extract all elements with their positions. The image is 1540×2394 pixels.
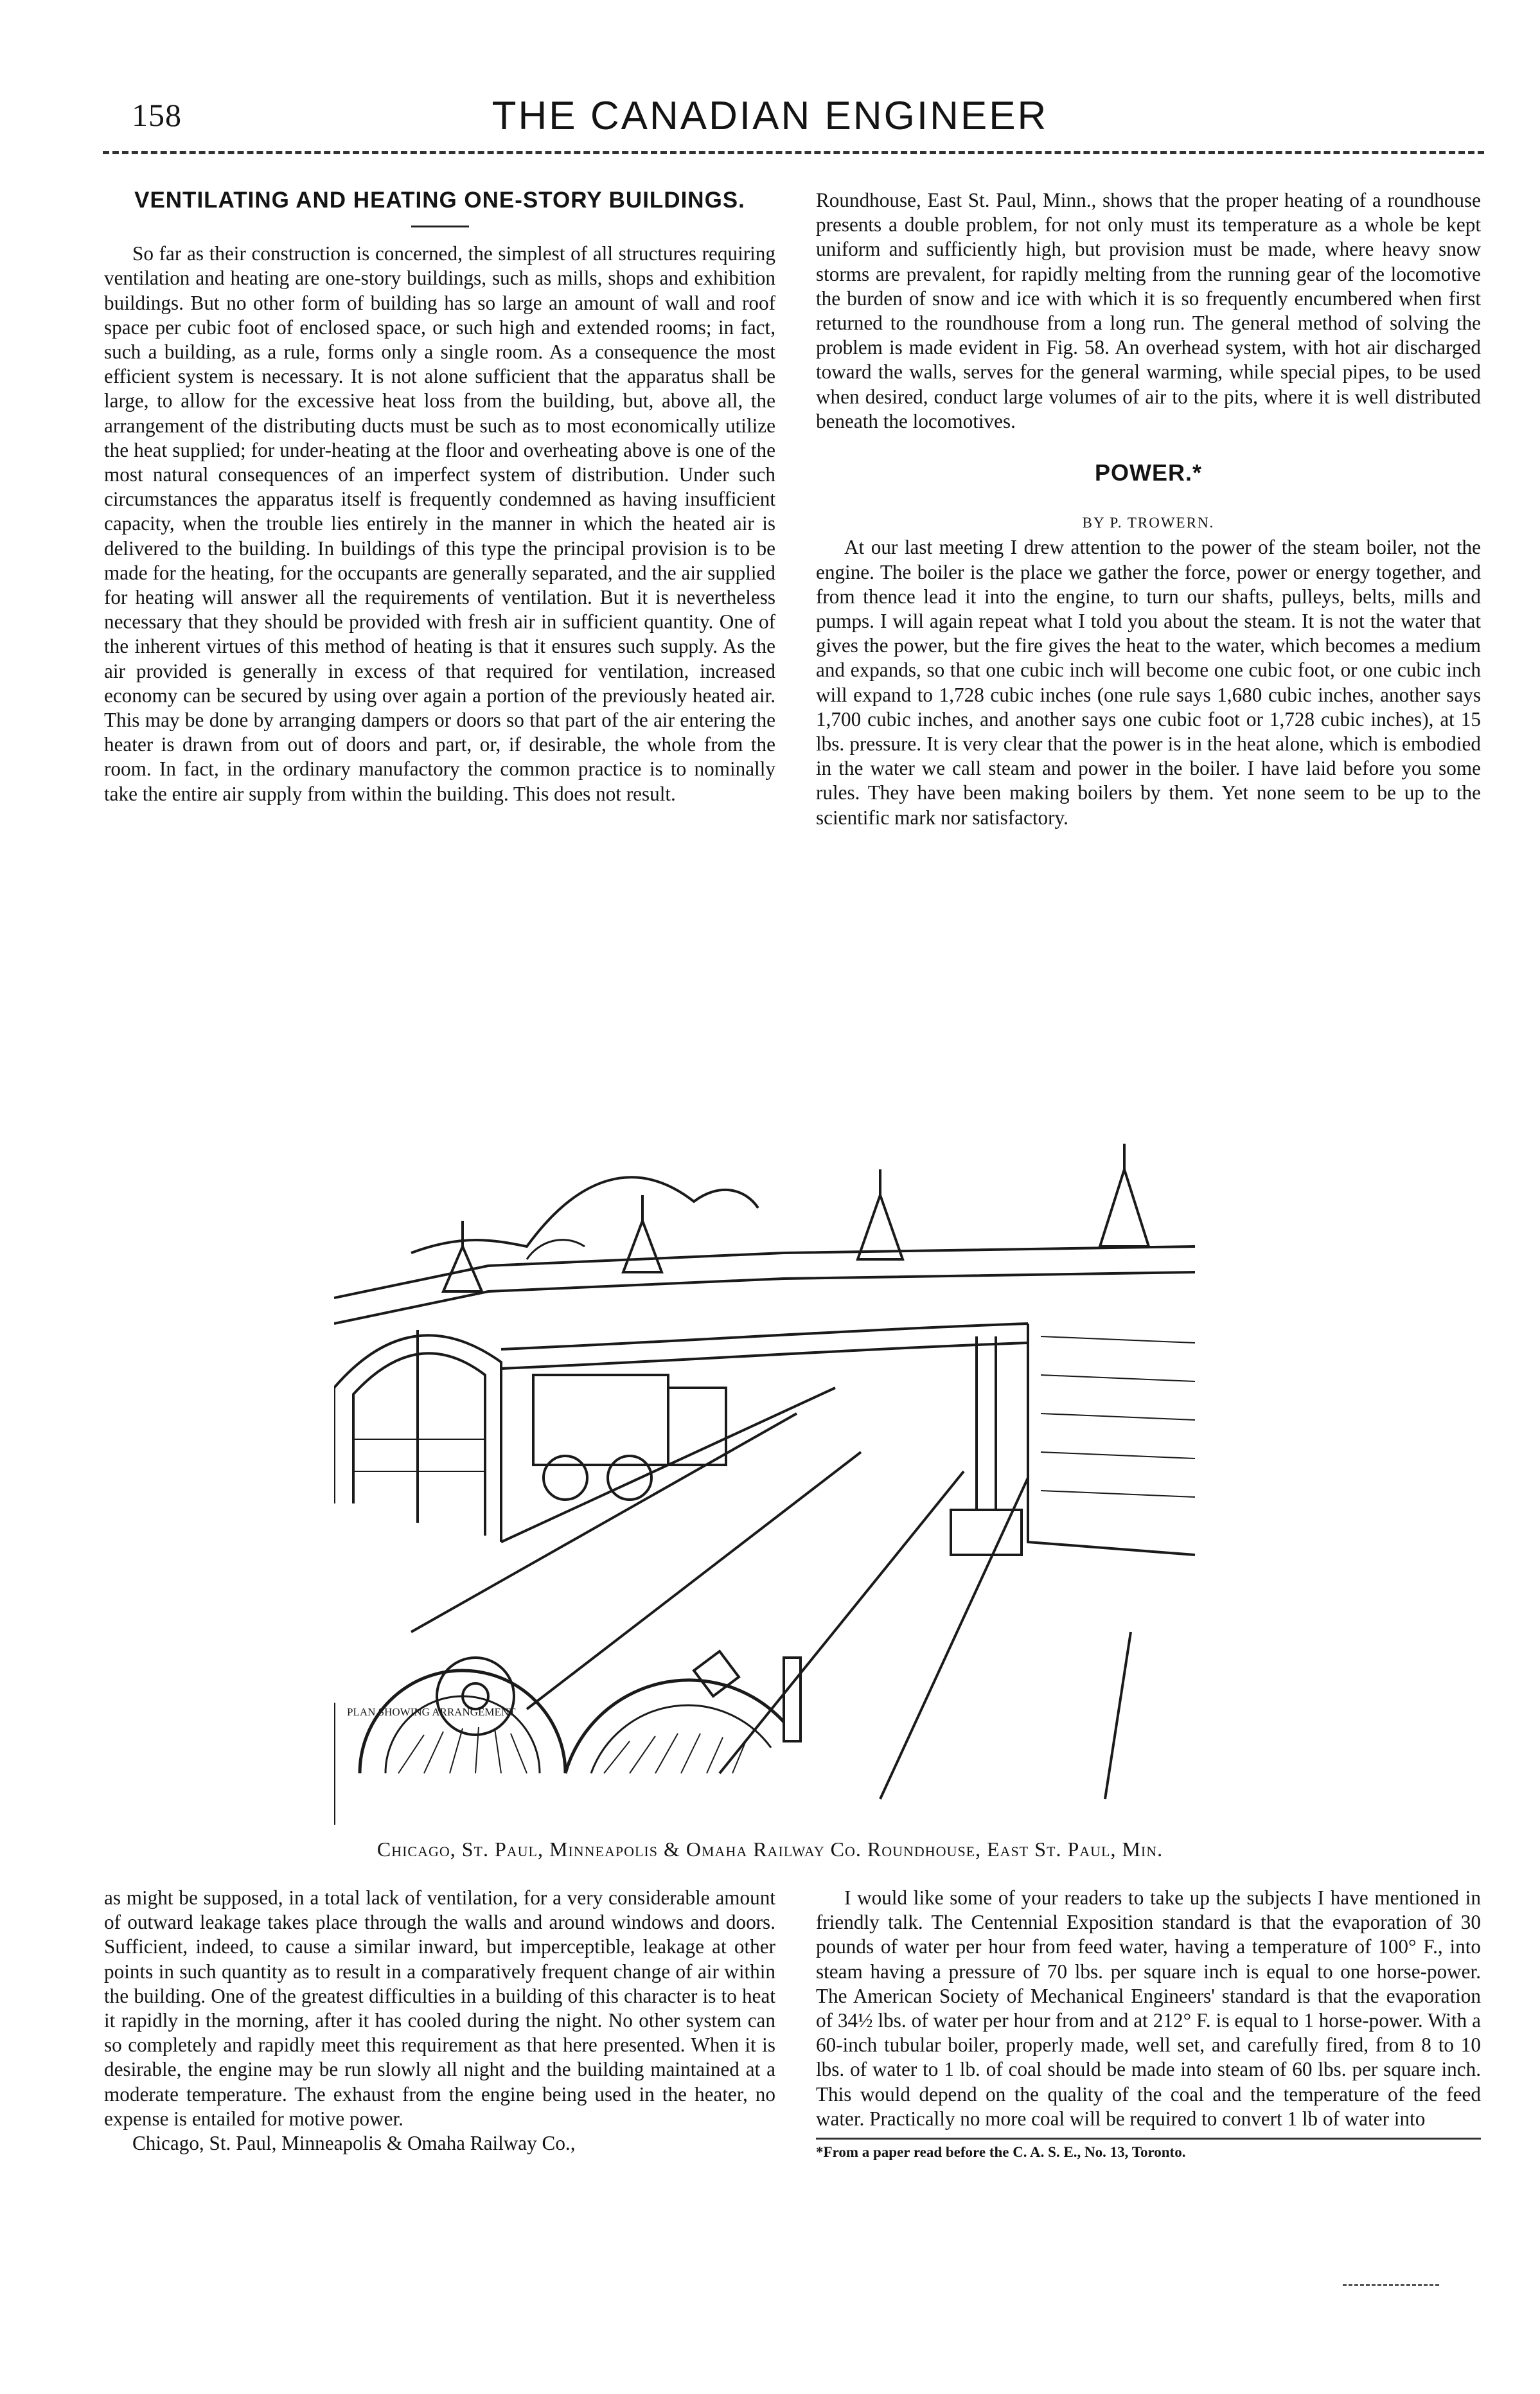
- power-paragraph: At our last meeting I drew attention to the power of the steam boiler, not the engine. The boiler is the place we gather the force, power or energy together, and from thence lead it into the engine, to turn our shafts, pulleys, belts, mills and pumps. I will again repeat what I told you about the steam. It is not the water that gives the power, but the fire gives the heat to the water, which becomes a medium and expands, so that one cubic inch will become one cubic foot, or one cubic inch will expand to 1,728 cubic inches (one rule says 1,680 cubic inches, another says 1,700 cubic inches, and another says one cubic foot or 1,728 cubic inches), at 15 lbs. pressure. It is very clear that the power is in the heat alone, which is embodied in the water we call steam and power in the boiler. I have laid before you some rules. They have been making boilers by them. Yet none seem to be up to the scientific mark nor satisfactory.: [816, 536, 1481, 829]
- journal-title: THE CANADIAN ENGINEER: [491, 94, 1049, 138]
- footnote-rule: [816, 2138, 1481, 2140]
- bottom-dash-rule: [1343, 2284, 1439, 2286]
- power-footnote: *From a paper read before the C. A. S. E., No. 13, Toronto.: [816, 2144, 1186, 2161]
- power-lower-paragraph: I would like some of your readers to take up the subjects I have mentioned in friendly talk. The Centennial Exposition standard is that the evaporation of 30 pounds of water per hour from feed water, having a temperature of 100° F., into steam having a pressure of 70 lbs. per square inch is equal to one horse-power. The American Society of Mechanical Engineers' standard is that the evaporation of 34½ lbs. of water per hour from and at 212° F. is equal to 1 horse-power. With a 60-inch tubular boiler, properly made, well set, and carefully fired, from 8 to 10 lbs. of water to 1 lb. of coal should be made into steam of 60 lbs. per square inch. This would depend on the quality of the coal and the temperature of the feed water. Practically no more coal will be required to convert 1 lb of water into: [816, 1886, 1481, 2130]
- ventilating-article-title: VENTILATING AND HEATING ONE-STORY BUILDINGS.: [134, 188, 745, 213]
- page-number: 158: [132, 97, 182, 133]
- ventilating-lower-paragraph: as might be supposed, in a total lack of ventilation, for a very considerable amount of outward leakage takes place through the walls and around windows and doors. Sufficient, indeed, to cause a similar inward, but imperceptible, leakage at other points in such quantity as to result in a comparatively frequent change of air within the building. One of the greatest difficulties in a building of this character is to heat it rapidly in the morning, after it has cooled during the night. No other system can so completely and rapidly meet this requirement as that here presented. When it is desirable, the engine may be run slowly all night and the building maintained at a moderate temperature. The exhaust from the engine being used in the heater, no expense is entailed for motive power.: [104, 1886, 775, 2130]
- figure-caption: Chicago, St. Paul, Minneapolis & Omaha Railway Co. Roundhouse, East St. Paul, Min.: [376, 1838, 1164, 1861]
- roundhouse-engraving: [334, 1054, 1208, 1831]
- plan-label: PLAN SHOWING ARRANGEMENT: [347, 1706, 516, 1718]
- power-lower-column: [816, 1886, 1481, 2161]
- railway-signature: Chicago, St. Paul, Minneapolis & Omaha Railway Co.,: [132, 2132, 576, 2155]
- ventilating-article-column: [104, 188, 775, 806]
- roundhouse-illustration: [334, 1054, 1208, 1831]
- power-byline: BY P. TROWERN.: [1082, 515, 1215, 531]
- ventilating-paragraph: So far as their construction is concerned, the simplest of all structures requiring ventilation and heating are one-story buildings, such as mills, shops and exhibition buildings. But no other form of building has so large an amount of wall and roof space per cubic foot of enclosed space, or such high and extended rooms; in fact, such a building, as a rule, forms only a single room. As a consequence the most efficient system is necessary. It is not alone sufficient that the apparatus shall be large, to allow for the excessive heat loss from the building, but, above all, the arrangement of the distributing ducts must be such as to most economically utilize the heat supplied; for under-heating at the floor and overheating above is one of the most natural consequences of an imperfect system of distribution. Under such circumstances the apparatus itself is frequently condemned as having insufficient capacity, when the trouble lies entirely in the manner in which the heated air is delivered to the building. In buildings of this type the principal provision is to be made for the heating, for the occupants are generally separated, and the air supplied for heating will answer all the requirements of ventilation. But it is nevertheless necessary that they should be provided with fresh air in sufficient quantity. One of the inherent virtues of this method of heating is that it ensures such supply. As the air provided is generally in excess of that required for ventilation, increased economy can be secured by using over again a portion of the previously heated air. This may be done by arranging dampers or doors so that part of the air entering the heater is drawn from out of doors and part, or, if desirable, the whole from the room. In fact, in the ordinary manufactory the common practice is to nominally take the entire air supply from within the building. This does not result.: [104, 242, 775, 805]
- ventilating-continuation: Roundhouse, East St. Paul, Minn., shows that the proper heating of a roundhouse presents a double problem, for not only must its temperature as a whole be kept uniform and sufficiently high, but provision must be made, where heavy snow storms are prevalent, for rapidly melting from the running gear of the locomotive the burden of snow and ice with which it is so frequently encumbered when first returned to the roundhouse from a long run. The general method of solving the problem is made evident in Fig. 58. An overhead system, with hot air discharged toward the walls, serves for the general warming, while special pipes, to be used when desired, conduct large volumes of air to the pits, where it is well distributed beneath the locomotives.: [816, 189, 1481, 432]
- power-article-title: POWER.*: [1094, 459, 1202, 486]
- power-article-column: [816, 188, 1481, 830]
- title-rule: [411, 226, 469, 227]
- header-rule: [103, 151, 1484, 154]
- ventilating-lower-column: [104, 1886, 775, 2156]
